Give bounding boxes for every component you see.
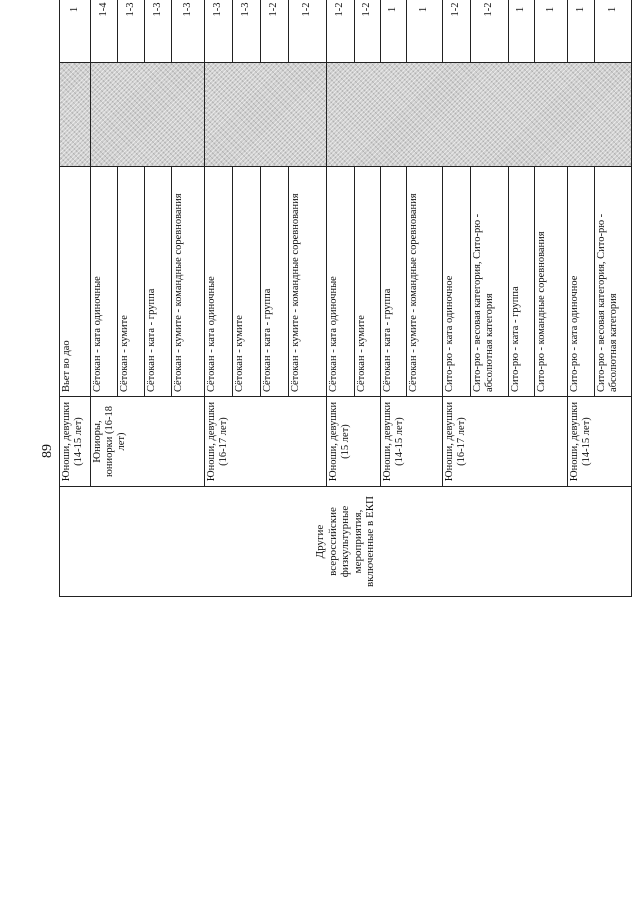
places-cell: 1-2 (261, 0, 289, 63)
places-cell: 1-2 (471, 0, 509, 63)
document-page: 89 Другие всероссийские физкультурные мероприятия, включенные в ЕКП Юноши, девушки (14-15 лет) Вьет во дао 1 Юниоры, юниорки (16-18 лет) Сётокан - ката одиночные 1-4 Сётокан - кумите 1-3 Сётокан - ката - группа 1-3 Сётокан - кумите - командные соревнования 1-3 Юноши, девушки (16-17 лет) Сётокан - ката одиночные 1-3 Сётокан - кумите 1-3 Сётокан - ката - группа 1-2 Сётокан - кумите - командные соревнования 1-2 Юноши, девушки (15 лет) Сётокан - ката одиночные 1-2 Сётокан - кумите 1-2 Юноши, девушки (14-15 лет) Сётокан - ката - группа 1 Сётокан - кумите - командные соревнования 1 Юноши, девушки (16-17 лет) Сито-рю - ката одиночное 1-2 Сито-рю - весовая категория, Сито-рю - абсолютная категория 1-2 Сито-рю - ката - группа 1 Сито-рю - командные соревнования 1 Юноши, девушки (14-15 лет) Сито-рю - ката одиночное 1 Сито-рю - весовая категория, Сито-рю - абсолютная категория 1 (0, 0, 640, 905)
table-row (60, 0, 91, 597)
age-group-cell: Юноши, девушки (16-17 лет) (443, 397, 568, 487)
category-cell: Другие всероссийские физкультурные мероприятия, включенные в ЕКП (60, 487, 632, 597)
discipline-cell: Сётокан - ката одиночные (205, 167, 233, 397)
shaded-cell (91, 63, 205, 167)
places-cell: 1 (509, 0, 535, 63)
discipline-cell: Сётокан - кумите (233, 167, 261, 397)
age-group-cell: Юноши, девушки (15 лет) (327, 397, 381, 487)
competition-table (59, 0, 632, 597)
places-cell: 1-3 (233, 0, 261, 63)
places-cell: 1 (407, 0, 443, 63)
discipline-cell: Сито-рю - ката одиночное (568, 167, 595, 397)
table-wrapper (59, 2, 620, 861)
discipline-cell: Сётокан - кумите - командные соревнования (407, 167, 443, 397)
places-cell: 1 (568, 0, 595, 63)
age-group-cell: Юниоры, юниорки (16-18 лет) (91, 397, 205, 487)
age-group-cell: Юноши, девушки (14-15 лет) (568, 397, 632, 487)
places-cell: 1-3 (118, 0, 145, 63)
shaded-cell (60, 63, 91, 167)
discipline-cell: Сётокан - кумите (355, 167, 381, 397)
discipline-cell: Сито-рю - командные соревнования (535, 167, 568, 397)
discipline-cell: Сито-рю - ката - группа (509, 167, 535, 397)
discipline-cell: Сито-рю - весовая категория, Сито-рю - абсолютная категория (595, 167, 632, 397)
places-cell: 1 (595, 0, 632, 63)
shaded-cell (205, 63, 327, 167)
shaded-cell (327, 63, 632, 167)
places-cell: 1-4 (91, 0, 118, 63)
discipline-cell: Сито-рю - весовая категория, Сито-рю - абсолютная категория (471, 167, 509, 397)
discipline-cell: Сётокан - ката одиночные (91, 167, 118, 397)
age-group-cell: Юноши, девушки (16-17 лет) (205, 397, 327, 487)
discipline-cell: Сётокан - кумите (118, 167, 145, 397)
places-cell: 1-2 (355, 0, 381, 63)
discipline-cell: Сётокан - ката - группа (261, 167, 289, 397)
discipline-cell: Вьет во дао (60, 167, 91, 397)
places-cell: 1-3 (172, 0, 205, 63)
age-group-cell: Юноши, девушки (14-15 лет) (60, 397, 91, 487)
discipline-cell: Сётокан - ката одиночные (327, 167, 355, 397)
places-cell: 1-3 (205, 0, 233, 63)
places-cell: 1-2 (443, 0, 471, 63)
discipline-cell: Сито-рю - ката одиночное (443, 167, 471, 397)
places-cell: 1 (381, 0, 407, 63)
age-group-cell: Юноши, девушки (14-15 лет) (381, 397, 443, 487)
discipline-cell: Сётокан - ката - группа (145, 167, 172, 397)
places-cell: 1-2 (327, 0, 355, 63)
places-cell: 1 (535, 0, 568, 63)
discipline-cell: Сётокан - ката - группа (381, 167, 407, 397)
places-cell: 1 (60, 0, 91, 63)
discipline-cell: Сётокан - кумите - командные соревнования (289, 167, 327, 397)
discipline-cell: Сётокан - кумите - командные соревнования (172, 167, 205, 397)
places-cell: 1-2 (289, 0, 327, 63)
places-cell: 1-3 (145, 0, 172, 63)
